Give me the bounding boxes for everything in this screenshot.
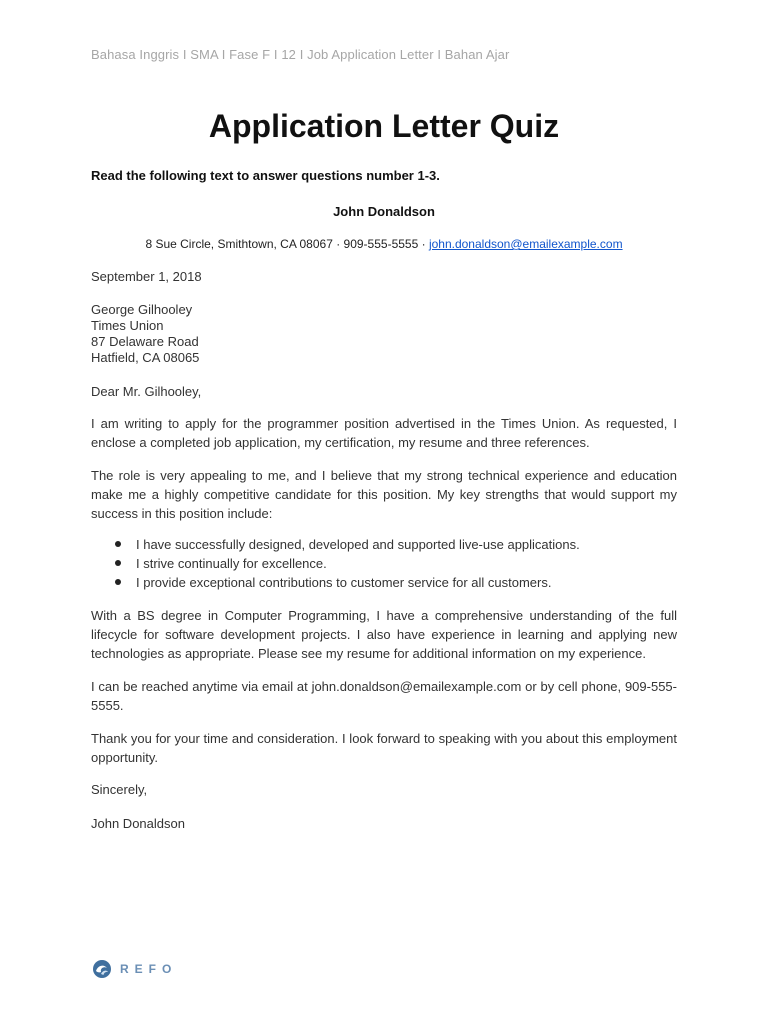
letter-closing: Sincerely, xyxy=(91,782,148,797)
list-item: I have successfully designed, developed and supported live-use applications. xyxy=(115,535,677,554)
refo-logo-text: REFO xyxy=(120,962,178,976)
refo-logo-icon xyxy=(92,959,112,979)
list-item: I strive continually for excellence. xyxy=(115,554,677,573)
letter-paragraph-4: I can be reached anytime via email at john.donaldson@emailexample.com or by cell phone, 909-555-5555. xyxy=(91,679,677,713)
recipient-address xyxy=(91,302,677,366)
sender-name: John Donaldson xyxy=(333,204,435,219)
page-title: Application Letter Quiz xyxy=(208,108,560,144)
sender-email-link[interactable]: john.donaldson@emailexample.com xyxy=(428,237,623,251)
letter-paragraph-3: With a BS degree in Computer Programming, I have a comprehensive understanding of the full lifecycle for software development projects. I also have experience in learning and applying new technologies as appropriate. Please see my resume for additional information on my experience. xyxy=(91,608,677,661)
list-item: I provide exceptional contributions to customer service for all customers. xyxy=(115,573,677,592)
recipient-city: Hatfield, CA 08065 xyxy=(91,350,200,365)
recipient-street: 87 Delaware Road xyxy=(91,334,199,349)
letter-body xyxy=(91,268,677,832)
recipient-name: George Gilhooley xyxy=(91,302,193,317)
sender-address-phone: 8 Sue Circle, Smithtown, CA 08067 · 909-555-5555 · xyxy=(145,237,429,251)
letter-paragraph-5: Thank you for your time and consideration. I look forward to speaking with you about this employment opportunity. xyxy=(91,731,677,765)
footer-logo xyxy=(92,959,177,979)
strengths-list xyxy=(91,535,677,592)
letter-signature: John Donaldson xyxy=(91,816,185,831)
sender-contact-line xyxy=(0,237,768,251)
letter-salutation: Dear Mr. Gilhooley, xyxy=(91,384,202,399)
letter-date: September 1, 2018 xyxy=(91,269,202,284)
quiz-instruction: Read the following text to answer questions number 1-3. xyxy=(91,168,440,183)
page-header: Bahasa Inggris I SMA I Fase F I 12 I Job Application Letter I Bahan Ajar xyxy=(91,47,510,62)
letter-paragraph-2: The role is very appealing to me, and I believe that my strong technical experience and education make me a highly competitive candidate for this position. My key strengths that would support my success in this position include: xyxy=(91,468,677,521)
recipient-company: Times Union xyxy=(91,318,164,333)
letter-paragraph-1: I am writing to apply for the programmer position advertised in the Times Union. As requested, I enclose a completed job application, my certification, my resume and three references. xyxy=(91,416,677,450)
